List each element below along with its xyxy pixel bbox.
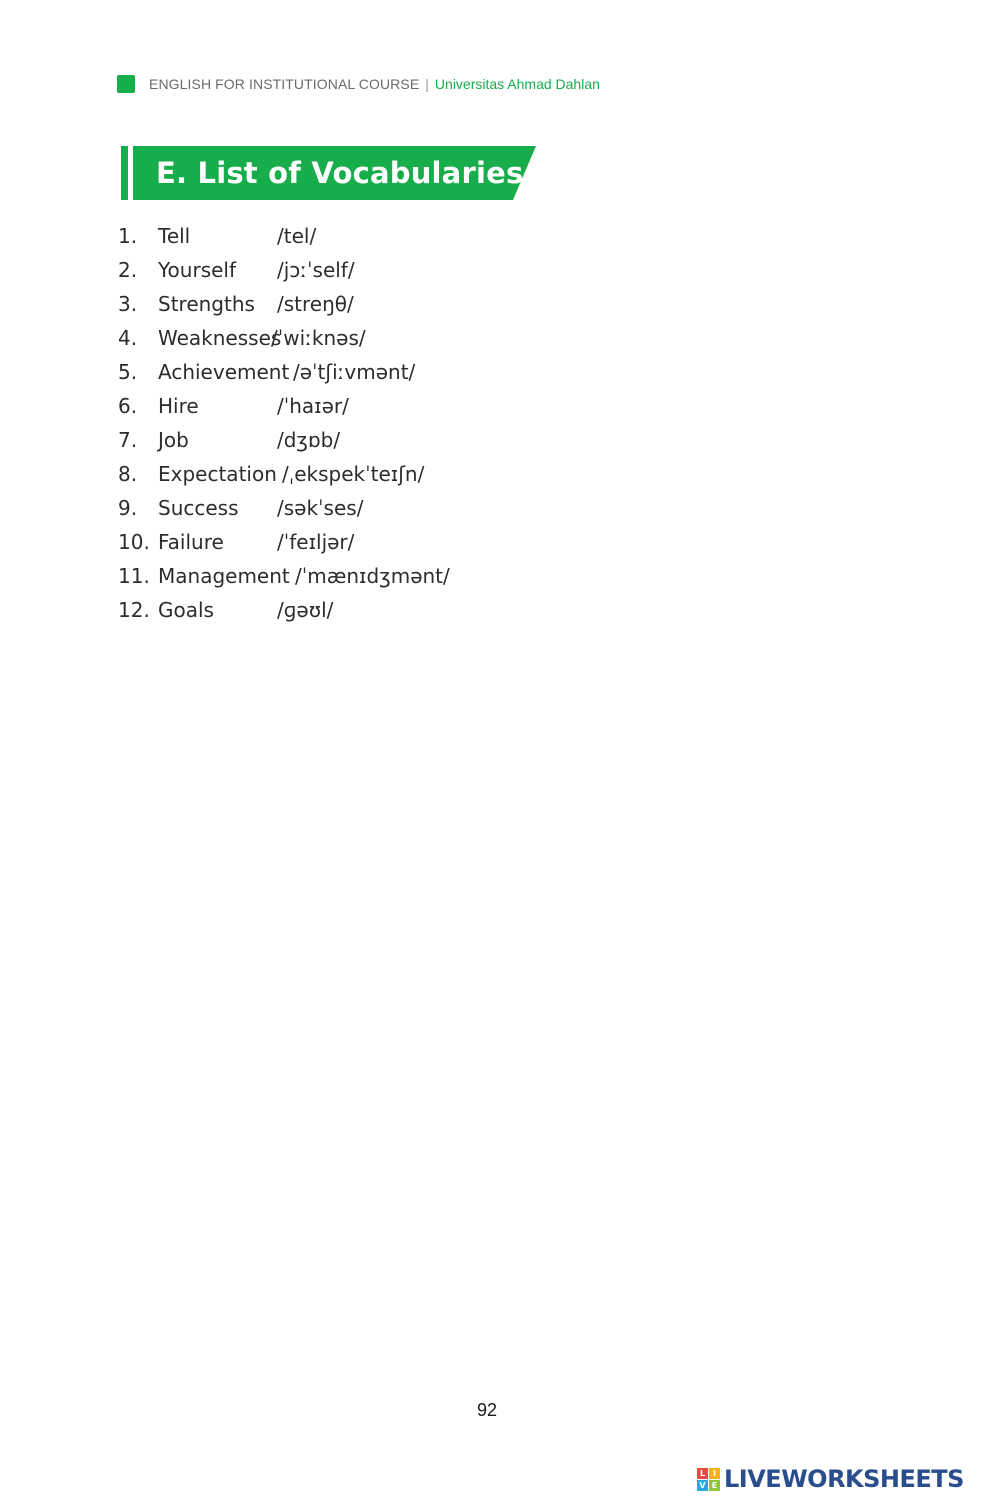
vocabulary-number: 6. xyxy=(118,394,138,418)
vocabulary-pronunciation: /əˈtʃiːvmənt/ xyxy=(293,360,416,384)
vocabulary-number: 7. xyxy=(118,428,138,452)
vocabulary-word: Tell xyxy=(158,224,191,248)
vocabulary-word: Expectation xyxy=(158,462,277,486)
watermark-text: LIVEWORKSHEETS xyxy=(724,1465,964,1493)
vocabulary-number: 4. xyxy=(118,326,138,350)
vocabulary-number: 8. xyxy=(118,462,138,486)
vocabulary-pronunciation: /səkˈses/ xyxy=(277,496,364,520)
logo-letter: E xyxy=(709,1480,720,1491)
logo-letter: I xyxy=(709,1468,720,1479)
vocabulary-pronunciation: /ˈfeɪljər/ xyxy=(277,530,355,554)
vocabulary-pronunciation: /ˈwiːknəs/ xyxy=(271,326,366,350)
vocabulary-pronunciation: /tel/ xyxy=(277,224,317,248)
vocabulary-pronunciation: /jɔːˈself/ xyxy=(277,258,355,282)
header-square-icon xyxy=(117,75,135,93)
section-title: E. List of Vocabularies xyxy=(156,156,524,190)
liveworksheets-watermark xyxy=(697,1464,964,1494)
header-course-title: ENGLISH FOR INSTITUTIONAL COURSE xyxy=(149,76,420,92)
vocabulary-word: Hire xyxy=(158,394,199,418)
vocabulary-number: 12. xyxy=(118,598,150,622)
vocabulary-pronunciation: /dʒɒb/ xyxy=(277,428,341,452)
vocabulary-word: Job xyxy=(158,428,189,452)
logo-letter: L xyxy=(697,1468,708,1479)
page-number: 92 xyxy=(476,1400,498,1420)
vocabulary-pronunciation: /ˈmænɪdʒmənt/ xyxy=(295,564,450,588)
vocabulary-number: 3. xyxy=(118,292,138,316)
section-heading-banner xyxy=(121,146,536,200)
vocabulary-word: Achievement xyxy=(158,360,290,384)
vocabulary-word: Failure xyxy=(158,530,224,554)
vocabulary-number: 11. xyxy=(118,564,150,588)
header-separator: | xyxy=(425,76,429,92)
page-header xyxy=(117,74,600,94)
vocabulary-pronunciation: /ˌekspekˈteɪʃn/ xyxy=(282,462,425,486)
liveworksheets-logo-icon xyxy=(697,1468,720,1491)
vocabulary-pronunciation: /ɡəʊl/ xyxy=(277,598,334,622)
vocabulary-pronunciation: /ˈhaɪər/ xyxy=(277,394,349,418)
vocabulary-number: 1. xyxy=(118,224,138,248)
vocabulary-word: Weaknesses xyxy=(158,326,282,350)
header-university: Universitas Ahmad Dahlan xyxy=(434,76,600,92)
vocabulary-pronunciation: /streŋθ/ xyxy=(277,292,354,316)
vocabulary-word: Strengths xyxy=(158,292,255,316)
vocabulary-word: Goals xyxy=(158,598,214,622)
vocabulary-number: 5. xyxy=(118,360,138,384)
vocabulary-number: 9. xyxy=(118,496,138,520)
vocabulary-word: Success xyxy=(158,496,239,520)
vocabulary-word: Yourself xyxy=(158,258,237,282)
vocabulary-word: Management xyxy=(158,564,290,588)
logo-letter: V xyxy=(697,1480,708,1491)
vocabulary-number: 10. xyxy=(118,530,150,554)
vocabulary-number: 2. xyxy=(118,258,138,282)
